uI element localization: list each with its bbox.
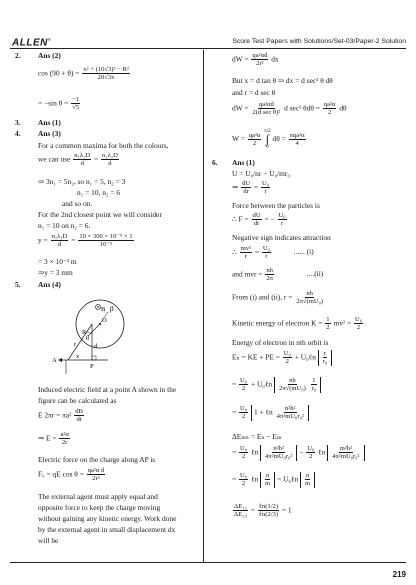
label-A: A: [52, 357, 57, 364]
q5-text-11: will be: [38, 536, 59, 545]
q5-text-9: without gaining any kinetic energy. Work done: [38, 514, 177, 523]
q6-equation-12: = $\frac{\text{U₀}}{2}$ + U₀ℓn $\frac{nh}{\text{2π√(mU₀)}}$ $\frac{1}{\text{r₀}}$: [232, 377, 321, 393]
q6-equation-7: and mvr = $\frac{nh}{2\pi}$ ....(ii): [232, 267, 324, 283]
q4-text-4: n₁ = 10, n₂ = 6: [77, 188, 121, 197]
label-R: R: [82, 329, 87, 336]
r-equation-5: W = $\frac{\text{qa²α}}{2}$ π/2 ∫ 0 dθ = $\frac{\text{πqa²α}}{4}$: [232, 129, 305, 150]
q2-equation-2: = −sin θ = $\frac{-1}{√5}$: [38, 96, 80, 112]
question-number-4: 4.: [15, 129, 21, 138]
label-d: d: [94, 343, 98, 350]
q5-text-10: by the external agent in small displacement dx: [38, 525, 176, 534]
column-divider: [203, 50, 204, 562]
question-number-6: 6.: [212, 158, 218, 167]
answer-4: Ans (3): [38, 129, 61, 138]
question-number-3: 3.: [15, 118, 21, 127]
q6-equation-8: From (i) and (ii), r = $\frac{nh}{\text{2π√(mU₀)}}$: [232, 290, 324, 306]
q6-text-5: Negative sign indicates attraction: [232, 233, 331, 242]
r-text-3: and r = d sec θ: [232, 88, 276, 97]
right-angle-marker: [92, 356, 96, 360]
q4-text-1: For a common maxima for both the colours,: [38, 141, 169, 150]
q6-text-1: U = U₀/nr − U₀/mr₀: [232, 169, 290, 178]
q5-text-8: opposite force to keep the charge moving: [38, 503, 161, 512]
q5-text-7: The external agent must apply equal and: [38, 492, 158, 501]
label-B: B: [101, 306, 106, 313]
q4-text-7: n₁ = 10 on n₂ = 6.: [38, 221, 91, 230]
label-theta: θ: [86, 335, 90, 342]
q5-equation-1: E 2πr = πa² $\frac{dB}{dt}$: [38, 408, 83, 424]
line-r: [68, 324, 92, 360]
answer-5: Ans (4): [38, 280, 61, 289]
q4-text-3: ⇒ 3n₁ = 5n₂, so n₁ = 5, n₂ = 3: [38, 177, 126, 186]
q6-text-14: ΔEₘₙ = Eₙ − Eₘ: [232, 432, 282, 441]
q4-equation-2: y = $\frac{\text{n₁λ₁D}}{d}$ = $\frac{\text{10 × 300 × 10⁻⁹ × 1}}{\text{10⁻³}}$: [38, 233, 133, 249]
q5-figure: [38, 290, 148, 380]
q2-equation-1: cos (90 + θ) = $\frac{\text{x² + (10√3)² − R²}}{20√3x}$: [38, 66, 129, 82]
label-O: O: [102, 317, 107, 324]
r-equation-1: dW = $\frac{\text{qa²αd}}{\text{2r²}}$ dx: [232, 52, 279, 68]
q5-text-2: figure can be calculated as: [38, 396, 117, 405]
label-P: P: [90, 363, 94, 370]
q5-equation-3: F꜀ = qE cos θ = $\frac{\text{qa²α d}}{\text{2r²}}$: [38, 467, 105, 483]
q6-equation-6: ∴ $\frac{\text{mv²}}{r}$ = $\frac{\text{U₀}}{r}$ ...... (i): [232, 245, 314, 261]
q6-text-10: Energy of electron in nth orbit is: [232, 338, 329, 347]
q6-equation-17: $\frac{\text{ΔE₁₂}}{\text{ΔE₂₃}}$ = $\frac{\text{ℓn(1/2)}}{\text{ℓn(2/3)}}$ = 1: [234, 503, 292, 519]
q6-equation-4: ∴ F = $\frac{dU}{dr}$ = − $\frac{\text{U₀}}{r}$: [232, 212, 286, 228]
answer-2: Ans (2): [38, 51, 61, 60]
q6-equation-2: ⇒ $\frac{dU}{dr}$ = $\frac{\text{U₀}}{r}$: [232, 180, 270, 196]
q4-text-6: For the 2nd closest point we will consider: [38, 210, 162, 219]
q5-text-5: Electric force on the charge along AP is: [38, 455, 156, 464]
q6-equation-13: = $\frac{\text{U₀}}{2}$ 1 + ℓn $\frac{\text{n²h²}}{\text{4π²mU₀r₀²}}$: [232, 405, 309, 421]
page-number: 219: [392, 570, 406, 579]
q6-equation-9: Kinetic energy of electron K = $\frac{1}{2}$ mv² = $\frac{\text{U₀}}{2}$: [232, 316, 363, 332]
q6-text-3: Force between the particles is: [232, 201, 320, 210]
q6-equation-15: = $\frac{\text{U₀}}{2}$ ℓn $\frac{\text{n²h²}}{\text{4π²mU₀r₀²}}$ − $\frac{\text{U₀}}{2}$ ℓn $\frac{\text{m²h²}}{\text{4π²mU₀r₀²}}$: [232, 445, 365, 461]
r-equation-4: dW = $\frac{\text{qa²αd}}{\text{2(d sec θ)²}}$ d sec² θdθ = $\frac{\text{qa²α}}{2}$ dθ: [232, 101, 347, 117]
footer-rule: [10, 562, 406, 563]
label-x: x: [76, 353, 80, 360]
q5-text-1: Induced electric field at a point A shown in the: [38, 385, 177, 394]
answer-3: Ans (1): [38, 118, 61, 127]
page-header-title: Score Test Papers with Solutions/Set-03/Paper-2 Solution: [232, 38, 406, 45]
question-number-5: 5.: [15, 280, 21, 289]
allen-logo: ALLEN®: [12, 37, 52, 49]
question-number-2: 2.: [15, 51, 21, 60]
q4-text-5: and so on.: [62, 199, 93, 208]
answer-6: Ans (1): [232, 158, 255, 167]
header-rule: [10, 48, 406, 49]
q5-equation-2: ⇒ E = $\frac{\text{a²α}}{2r}$: [38, 431, 69, 447]
q6-equation-11: Eₙ = KE + PE = $\frac{\text{U₀}}{2}$ + U₀ℓn $\frac{r}{\text{r₀}}$: [232, 350, 332, 366]
label-beta: β: [110, 305, 114, 313]
arrow-head-icon: [58, 358, 62, 362]
q6-equation-16: = $\frac{\text{U₀}}{2}$ ℓn $\frac{n}{m}$ = U₀ℓn $\frac{n}{m}$: [232, 472, 315, 488]
radius-line: [88, 324, 100, 336]
q4-text-9: = 3 × 10⁻³ m: [38, 257, 77, 266]
r-text-2: But x = d tan θ ⇒ dx = d sec² θ dθ: [232, 76, 333, 85]
q4-equation-1: we can use $\frac{\text{n₁λ₁D}}{d}$ = $\frac{\text{n₂λ₂D}}{d}$: [38, 152, 118, 168]
q4-text-10: ⇒y = 3 mm: [38, 268, 73, 277]
label-r: r: [74, 341, 77, 348]
